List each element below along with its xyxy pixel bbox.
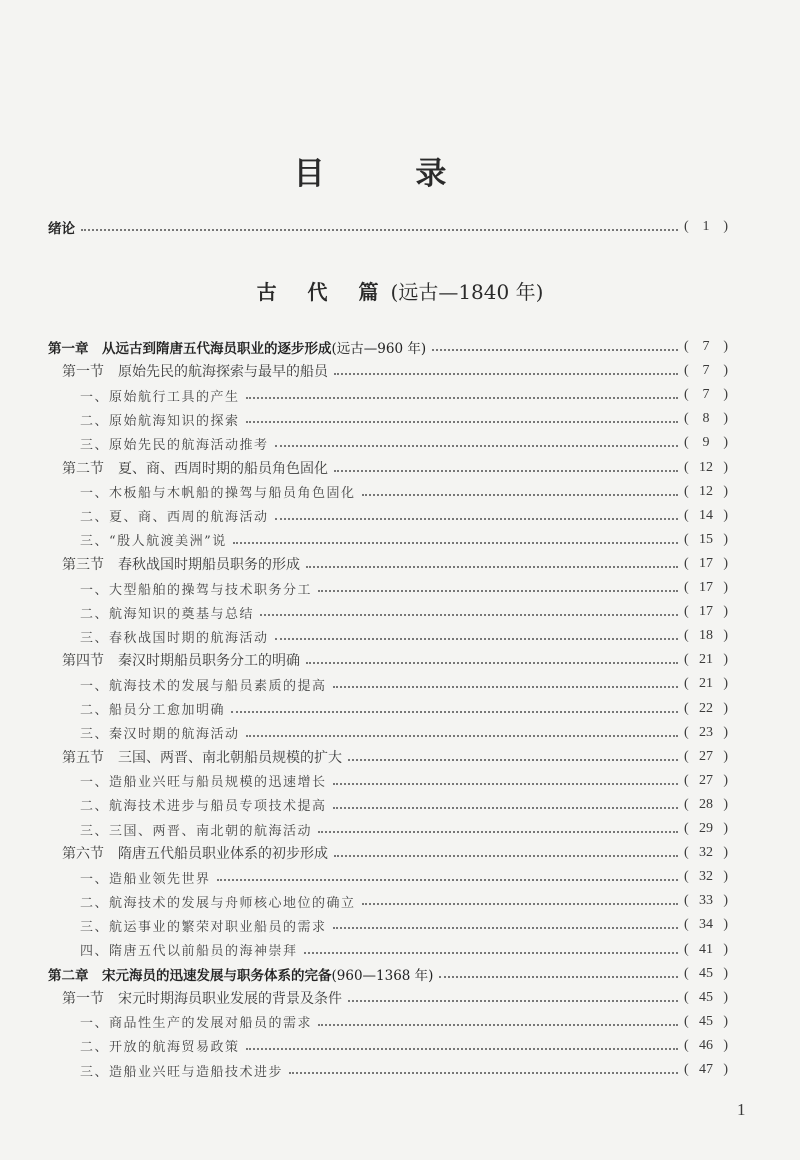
entry-page: ( 46 ) [684,1037,728,1053]
entry-label: 二、夏、商、西周的航海活动 [80,510,269,526]
toc-entry-section[interactable] [48,987,728,1009]
toc-entry-item[interactable] [48,722,728,744]
entry-label: 第三节 春秋战国时期船员职务的形成 [62,556,300,573]
dot-leader [334,373,678,375]
entry-label: 三、“殷人航渡美洲”说 [80,534,227,550]
entry-page: ( 41 ) [684,941,728,957]
toc-entry-item[interactable] [48,1035,728,1057]
entry-label: 三、春秋战国时期的航海活动 [80,630,269,646]
dot-leader [231,711,678,713]
entry-page: ( 1 ) [684,219,728,234]
dot-leader [318,831,678,833]
toc-entry-item[interactable] [48,914,728,936]
entry-label: 三、造船业兴旺与造船技术进步 [80,1064,284,1080]
entry-label: 第五节 三国、两晋、南北朝船员规模的扩大 [62,749,342,766]
dot-leader [432,349,678,351]
toc-entry-item[interactable] [48,432,728,454]
entry-page: ( 27 ) [684,772,728,788]
toc-entry-item[interactable] [48,481,728,503]
entry-page: ( 45 ) [684,965,728,981]
dot-leader [439,976,678,978]
entry-label: 三、原始先民的航海活动推考 [80,437,269,453]
toc-entry-item[interactable] [48,625,728,647]
toc-entry-section[interactable] [48,360,728,382]
entry-range: (960—1368 年) [331,967,434,984]
entry-label: 三、秦汉时期的航海活动 [80,727,240,743]
toc-entry-item[interactable] [48,818,728,840]
toc-entry-item[interactable] [48,866,728,888]
toc-entry-item[interactable] [48,698,728,720]
entry-page: ( 27 ) [684,748,728,764]
entry-page: ( 7 ) [684,363,728,379]
dot-leader [246,1048,678,1050]
entry-page: ( 32 ) [684,869,728,885]
dot-leader [318,590,678,592]
toc-entry-item[interactable] [48,939,728,961]
entry-page: ( 17 ) [684,555,728,571]
entry-label: 第二节 夏、商、西周时期的船员角色固化 [62,460,328,477]
dot-leader [233,542,678,544]
entry-page: ( 8 ) [684,411,728,427]
entry-label: 一、造船业领先世界 [80,871,211,887]
toc-entry-item[interactable] [48,601,728,623]
dot-leader [333,686,678,688]
dot-leader [275,518,678,520]
entry-label: 二、航海技术进步与船员专项技术提高 [80,799,327,815]
dot-leader [348,759,678,761]
page-title: 目 录 [293,156,487,192]
toc-entry-section[interactable] [48,746,728,768]
dot-leader [306,662,678,664]
entry-label: 一、原始航行工具的产生 [80,389,240,405]
dot-leader [362,494,678,496]
entry-label: 一、大型船舶的操驾与技术职务分工 [80,582,313,598]
toc-entry-item[interactable] [48,1011,728,1033]
part-heading [0,276,800,305]
toc-entry-item[interactable] [48,505,728,527]
entry-label: 二、航海知识的奠基与总结 [80,606,255,622]
entry-page: ( 47 ) [684,1062,728,1077]
entry-page: ( 18 ) [684,628,728,644]
entry-label: 第二章 宋元海员的迅速发展与职务体系的完备(960—1368 年) [48,967,434,984]
toc-entry-item[interactable] [48,384,728,406]
entry-label: 二、原始航海知识的探索 [80,413,240,429]
toc-entry-item[interactable] [48,577,728,599]
entry-page: ( 12 ) [684,483,728,499]
entry-label: 第一章 从远古到隋唐五代海员职业的逐步形成(远古—960 年) [48,341,427,357]
entry-page: ( 33 ) [684,893,728,909]
dot-leader [333,927,678,929]
entry-page: ( 34 ) [684,917,728,933]
entry-page: ( 17 ) [684,580,728,595]
dot-leader [275,638,678,640]
dot-leader [260,614,678,616]
entry-label: 第六节 隋唐五代船员职业体系的初步形成 [62,846,328,863]
toc-entry-chapter[interactable] [48,963,728,985]
toc-entry-item[interactable] [48,408,728,430]
entry-page: ( 23 ) [684,724,728,740]
entry-label: 第一节 宋元时期海员职业发展的背景及条件 [62,990,342,1007]
entry-label: 三、航运事业的繁荣对职业船员的需求 [80,919,327,935]
dot-leader [246,735,678,737]
dot-leader [333,807,678,809]
toc-entry-item[interactable] [48,673,728,695]
entry-page: ( 29 ) [684,821,728,836]
entry-page: ( 17 ) [684,604,728,620]
dot-leader [334,470,678,472]
toc-entry-item[interactable] [48,770,728,792]
dot-leader [362,903,678,905]
entry-page: ( 15 ) [684,531,728,547]
dot-leader [275,445,678,447]
dot-leader [306,566,678,568]
dot-leader [348,1000,678,1002]
entry-label: 一、航海技术的发展与船员素质的提高 [80,678,327,694]
entry-label: 二、开放的航海贸易政策 [80,1040,240,1056]
toc-entry-item[interactable] [48,890,728,912]
toc-entry-section[interactable] [48,649,728,671]
toc-entry-section[interactable] [48,842,728,864]
entry-page: ( 21 ) [684,676,728,692]
part-range: (远古—1840 年) [390,280,544,304]
entry-page: ( 45 ) [684,989,728,1005]
entry-label: 第一节 原始先民的航海探索与最早的船员 [62,364,328,381]
entry-label: 三、三国、两晋、南北朝的航海活动 [80,823,313,839]
dot-leader [246,397,678,399]
entry-page: ( 7 ) [684,339,728,354]
part-name: 古 代 篇 [256,280,391,304]
entry-label: 一、商品性生产的发展对船员的需求 [80,1016,313,1032]
dot-leader [304,952,678,954]
entry-page: ( 22 ) [684,700,728,716]
entry-page: ( 32 ) [684,845,728,861]
entry-label: 四、隋唐五代以前船员的海神崇拜 [80,944,298,959]
dot-leader [217,879,678,881]
entry-page: ( 21 ) [684,652,728,668]
entry-page: ( 28 ) [684,796,728,812]
entry-label: 二、航海技术的发展与舟师核心地位的确立 [80,895,356,911]
page-number: 1 [737,1100,746,1119]
dot-leader [246,421,678,423]
entry-page: ( 9 ) [684,435,728,451]
dot-leader [333,783,678,785]
entry-range: (远古—960 年) [331,341,427,357]
entry-page: ( 45 ) [684,1013,728,1029]
entry-label: 二、船员分工愈加明确 [80,703,226,718]
dot-leader [81,229,678,231]
dot-leader [318,1024,678,1026]
entry-page: ( 7 ) [684,387,728,403]
entry-page: ( 12 ) [684,459,728,475]
toc-entry-item[interactable] [48,794,728,816]
toc-entry-item[interactable] [48,1059,728,1081]
entry-page: ( 14 ) [684,507,728,523]
toc-entry-intro[interactable] [48,216,728,238]
entry-label: 一、木板船与木帆船的操驾与船员角色固化 [80,486,356,502]
toc-entry-section[interactable] [48,553,728,575]
dot-leader [334,855,678,857]
toc-entry-item[interactable] [48,529,728,551]
dot-leader [289,1072,678,1074]
toc-entry-section[interactable] [48,457,728,479]
entry-label: 绪论 [48,221,75,237]
entry-label: 一、造船业兴旺与船员规模的迅速增长 [80,775,327,791]
entry-label: 第四节 秦汉时期船员职务分工的明确 [62,653,300,670]
toc-entry-chapter[interactable] [48,336,728,358]
